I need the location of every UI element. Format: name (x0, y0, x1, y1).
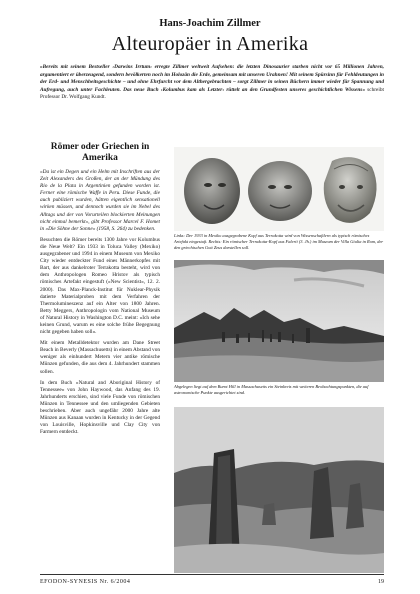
body-paragraph: Mit einem Metalldetektor wurden am Dane Street Beach in Beverly (Massachusetts) in einem Abstand von weniger als einhundert Metern vier antike römische Münzen gefunden, die aus dem 4. Jahrhundert stammen sollen. (40, 340, 160, 375)
intro-paragraph (40, 64, 384, 102)
body-paragraph: Besuchten die Römer bereits 1300 Jahre vor Kolumbus die Neue Welt? Ein 1933 in Toluca Valley (Mexiko) ausgegrabener und 1994 in einem Museum von Mexiko City wieder entdeckter Fund eines Männerkopfes mit Bart, der aus dankelroter Terrakotta besteht, wird von dem Anthropologen Romeo Hristov als typisch römisches Artefakt eingestuft (»New Scientist«, 12. 2. 2000). Das Max-Planck-Institut für Nuklear-Physik datierte Materialproben mit dem Verfahren der Thermolumineszenz auf ein Alter von 1800 Jahren. Betty Meggers, Anthropologin vom National Museum of Natural History in Washington D.C. meint: »Ich sehe keinen Grund, warum es eine solche frühe Begegnung nicht gegeben haben soll«. (40, 236, 160, 336)
intro-quote: »Bereits mit seinem Bestseller ›Darwins Irrtum‹ erregte Zillmer weltweit Aufsehen: die letzten Dinosaurier starben nicht vor 65 Millionen Jahren, argumentiert er überzeugend, sondern bevölkerten noch im Holozän die Erde, gemeinsam mit unseren Urahnen! Mit seinem Spürsinn für Fehldeutungen in der Erd- und Menschheitsgeschichte – und ohne Ehrfurcht vor dem Althergebrachten – sorgt Zillmer in seinen Büchern immer wieder für Spannung und Aufregung, auch unter Fachleuten. Das neue Buch ›Kolumbus kam als Letzter‹ rüttelt an den Grundfesten unseres geschichtlichen Wissens« (40, 64, 384, 93)
footer-journal: EFODON-SYNESIS Nr. 6/2004 (40, 579, 131, 585)
page-number: 19 (378, 579, 384, 585)
standing-stones-photo (174, 407, 384, 573)
terracotta-heads-photo (174, 147, 384, 231)
footer-rule (40, 574, 384, 575)
intro-attribution: schreibt Professor Dr. Wolfgang Kundt. (40, 86, 385, 101)
stone-circle-photo (174, 260, 384, 382)
article-title: Alteuropäer in Amerika (111, 33, 309, 55)
figure-caption: Abgelegen liegt auf dem Burnt Hill in Massachusetts ein Steinkreis mit weiteren Beobachtungspunkten, die auf astronomische Punkte ausgerichtet sind. (174, 384, 369, 395)
body-paragraph: In dem Buch »Natural and Aboriginal History of Tennessee« von John Haywood, das Anfang des 19. Jahrhunderts erschien, sind viele Funde von römischen Münzen in Tennessee und den umliegenden Gebieten beschrieben. Aber auch ungefähr 2000 Jahre alte Münzen aus Kanaan wurden in Kentucky in der Gegend von Louisville, Hopkinsville und Clay City von Farmern entdeckt. (40, 379, 160, 436)
author-name: Hans-Joachim Zillmer (159, 18, 261, 29)
left-column (40, 142, 160, 436)
figure-caption: Links: Der 1933 in Mexiko ausgegrabene Kopf aus Terrakotta wird von Wissenschaftlern als typisch römisches Artefakt eingestuft. Rechts: Ein römischer Terrakotta-Kopf aus Falerii (3. Jh.) im Museum der Villa Giulia in Rom, der den griechischen Gott Zeus darstellen soll. (174, 233, 384, 250)
lead-paragraph: »Da ist ein Degen und ein Helm mit Inschriften aus der Zeit Alexanders des Großen, der an der Mündung des Rio de la Plata in Argentinien gefunden worden ist. Ferner eine römische Waffe in Peru. Diese Funde, die auch publiziert wurden, hätten eigentlich sensationell wirken müssen, und dennoch wurden sie im Nebel des Alltags und der von Vorurteilen blockierten Meinungen nicht einmal bemerkt«, gibt Professor Marcel F. Homet in »Die Söhne der Sonne« (1958, S. 264) zu bedenken. (40, 169, 160, 232)
section-heading: Römer oder Griechen in Amerika (50, 142, 150, 163)
